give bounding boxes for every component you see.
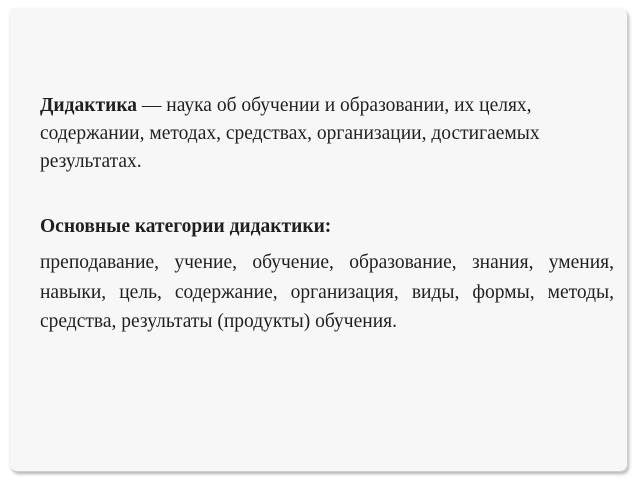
definition-paragraph xyxy=(40,92,620,176)
definition-text: — наука об обучении и образовании, их целях, содержании, методах, средствах, организации, достигаемых результатах. xyxy=(40,95,540,172)
slide xyxy=(10,8,627,471)
categories-heading: Основные категории дидактики: xyxy=(40,216,332,237)
categories-text: преподавание, учение, обучение, образование, знания, умения, навыки, цель, содержание, организация, виды, формы, методы, средства, результаты (продукты) обучения. xyxy=(40,252,614,332)
definition-term: Дидактика xyxy=(40,95,138,116)
